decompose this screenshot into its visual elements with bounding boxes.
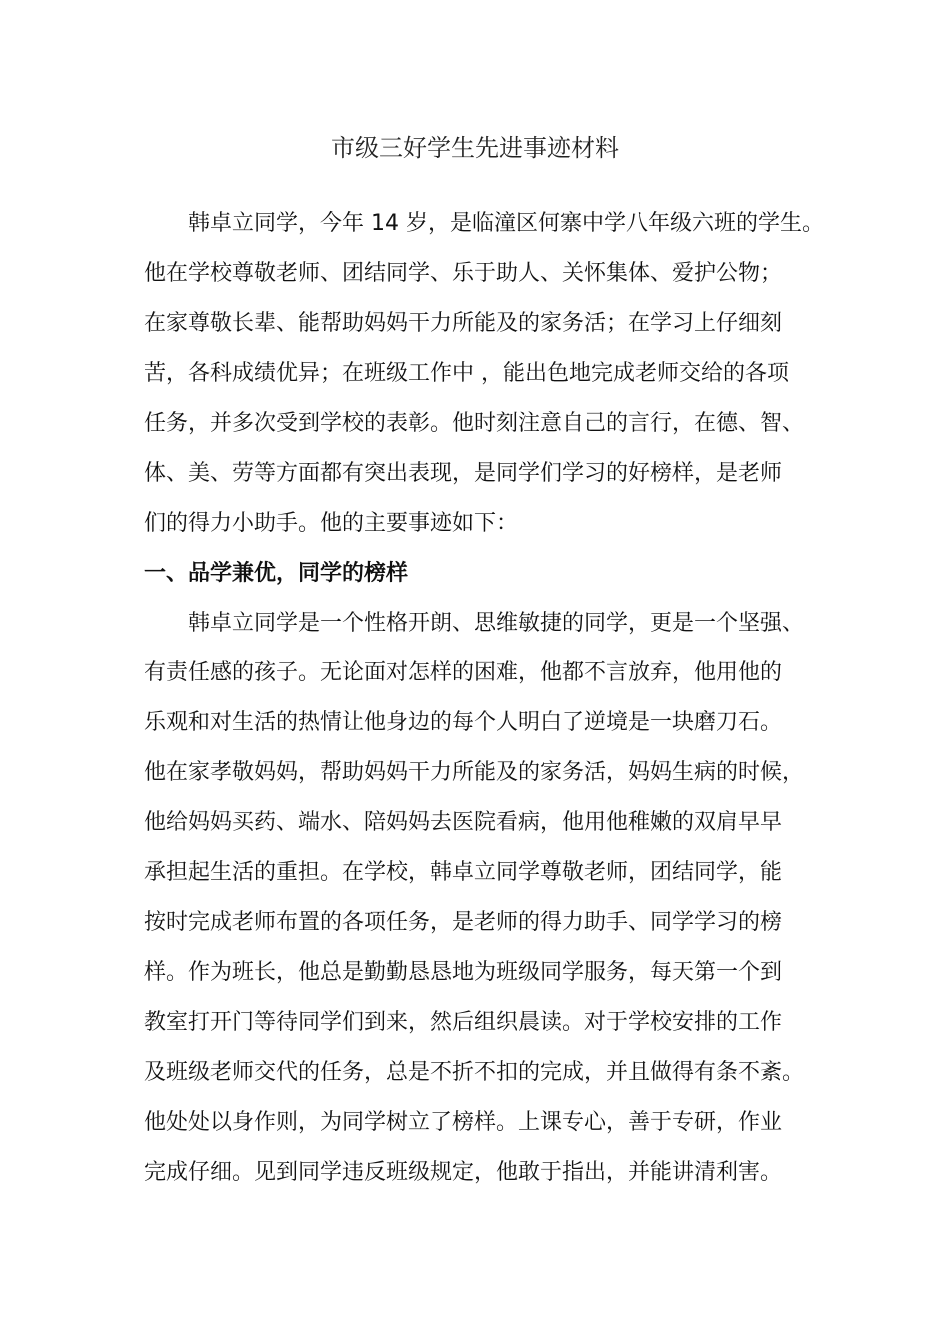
paragraph-line: 体、美、劳等方面都有突出表现，是同学们学习的好榜样，是老师	[144, 461, 783, 486]
section-heading: 一、品学兼优，同学的榜样	[144, 561, 409, 586]
paragraph-line: 完成仔细。见到同学违反班级规定，他敢于指出，并能讲清利害。	[144, 1160, 783, 1185]
paragraph-line: 们的得力小助手。他的主要事迹如下：	[144, 511, 519, 536]
paragraph-line: 韩卓立同学是一个性格开朗、思维敏捷的同学，更是一个坚强、	[188, 611, 805, 636]
paragraph-line: 按时完成老师布置的各项任务，是老师的得力助手、同学学习的榜	[144, 910, 783, 935]
paragraph-line: 教室打开门等待同学们到来，然后组织晨读。对于学校安排的工作	[144, 1010, 783, 1035]
paragraph-line: 他在学校尊敬老师、团结同学、乐于助人、关怀集体、爱护公物；	[144, 261, 783, 286]
paragraph-line: 在家尊敬长辈、能帮助妈妈干力所能及的家务活；在学习上仔细刻	[144, 311, 783, 336]
paragraph-line: 及班级老师交代的任务，总是不折不扣的完成，并且做得有条不紊。	[144, 1060, 805, 1085]
paragraph-line: 他给妈妈买药、端水、陪妈妈去医院看病，他用他稚嫩的双肩早早	[144, 810, 783, 835]
paragraph-line: 乐观和对生活的热情让他身边的每个人明白了逆境是一块磨刀石。	[144, 710, 783, 735]
paragraph-line: 承担起生活的重担。在学校，韩卓立同学尊敬老师，团结同学，能	[144, 860, 783, 885]
paragraph-line: 韩卓立同学，今年 14 岁，是临潼区何寨中学八年级六班的学生。	[188, 211, 824, 236]
document-title: 市级三好学生先进事迹材料	[331, 134, 619, 162]
paragraph-line: 他在家孝敬妈妈，帮助妈妈干力所能及的家务活，妈妈生病的时候，	[144, 760, 805, 785]
paragraph-line: 他处处以身作则，为同学树立了榜样。上课专心，善于专研，作业	[144, 1110, 783, 1135]
paragraph-line: 样。作为班长，他总是勤勤恳恳地为班级同学服务，每天第一个到	[144, 960, 783, 985]
paragraph-line: 苦，各科成绩优异；在班级工作中 ，能出色地完成老师交给的各项	[144, 361, 789, 386]
paragraph-line: 任务，并多次受到学校的表彰。他时刻注意自己的言行，在德、智、	[144, 411, 805, 436]
paragraph-line: 有责任感的孩子。无论面对怎样的困难，他都不言放弃，他用他的	[144, 660, 783, 685]
